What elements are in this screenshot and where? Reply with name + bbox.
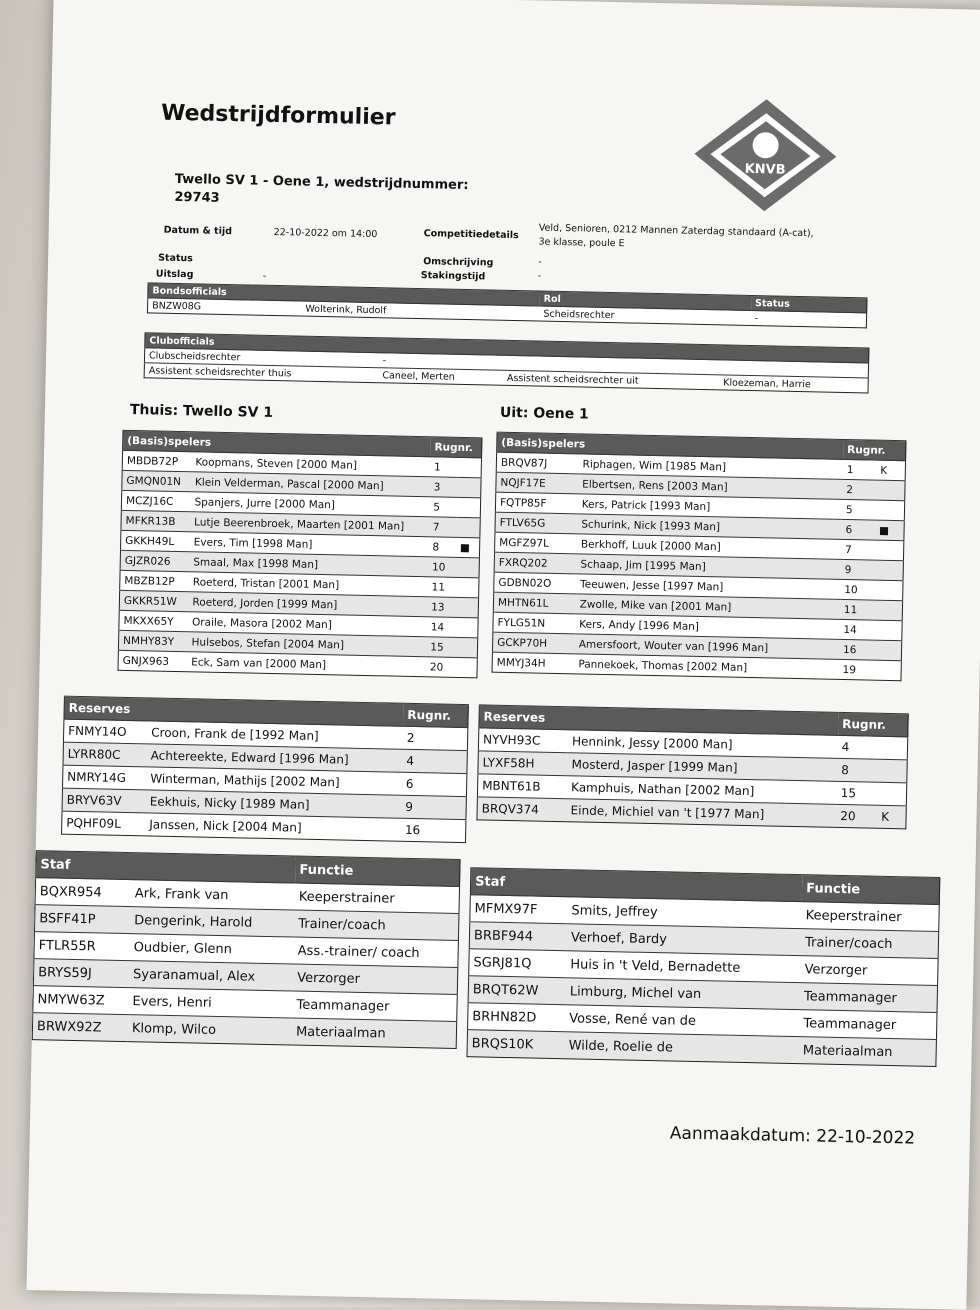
club-role: Clubscheidsrechter [144, 348, 378, 368]
mark [455, 577, 479, 597]
staff-name: Dengerink, Harold [130, 907, 295, 937]
shirt-number: 10 [428, 557, 456, 578]
competitie-value-1: Veld, Senioren, 0212 Mannen Zaterdag standaard (A-cat), [538, 222, 814, 240]
player-name: Eck, Sam van [2000 Man] [187, 652, 426, 677]
player-name: Winterman, Mathijs [2002 Man] [146, 767, 402, 795]
mark [457, 497, 481, 517]
competitie-value-2: 3e klasse, poule E [538, 236, 625, 250]
mark [453, 657, 477, 677]
official-code: BNZW08G [147, 298, 301, 316]
player-name: Zwolle, Mike van [2001 Man] [575, 594, 840, 620]
mark [874, 580, 903, 601]
shirt-number: 13 [427, 597, 455, 618]
player-name: Smaal, Max [1998 Man] [189, 552, 428, 577]
player-code: MFKR13B [121, 510, 190, 531]
shirt-number: 4 [402, 749, 467, 773]
staff-code: NMYW63Z [33, 986, 129, 1015]
player-code: GJZR026 [120, 550, 189, 571]
player-name: Schaap, Jim [1995 Man] [576, 554, 841, 580]
shirt-number: 9 [840, 559, 874, 580]
home-functie-header: Functie [295, 856, 460, 886]
shirt-number: 11 [427, 577, 455, 598]
shirt-number: 4 [837, 735, 878, 759]
player-name: Koopmans, Steven [2000 Man] [191, 452, 430, 477]
mark [878, 759, 907, 783]
staff-name: Huis in 't Veld, Bernadette [566, 951, 801, 983]
away-reserves-table [476, 704, 908, 829]
staff-name: Oudbier, Glenn [129, 934, 294, 964]
staff-code: BRBF944 [469, 922, 567, 951]
mark [873, 620, 902, 641]
staff-function: Teammanager [292, 991, 457, 1021]
staff-name: Evers, Henri [128, 988, 293, 1018]
home-players-header: (Basis)spelers [123, 430, 431, 456]
player-code: NMHY83Y [118, 630, 187, 651]
staff-code: FTLR55R [34, 932, 130, 961]
player-name: Achtereekte, Edward [1996 Man] [147, 744, 403, 772]
player-name: Amersfoort, Wouter van [1996 Man] [575, 634, 840, 660]
datum-label: Datum & tijd [163, 224, 233, 238]
player-code: BRYV63V [62, 788, 146, 813]
staff-function: Teammanager [800, 983, 938, 1013]
stakingstijd-label: Stakingstijd [420, 270, 486, 283]
staff-code: BSFF41P [34, 905, 130, 934]
logo-text: KNVB [744, 161, 786, 178]
match-number: 29743 [174, 189, 220, 206]
player-code: PQHF09L [62, 811, 146, 836]
mark [457, 457, 481, 477]
home-staff-table [32, 850, 461, 1049]
shirt-number: 14 [427, 617, 455, 638]
player-name: Kamphuis, Nathan [2002 Man] [567, 776, 837, 805]
datum-value: 22-10-2022 om 14:00 [273, 226, 378, 241]
player-name: Croon, Frank de [1992 Man] [147, 721, 403, 749]
player-name: Klein Velderman, Pascal [2000 Man] [191, 472, 430, 497]
player-code: MGFZ97L [495, 532, 578, 554]
staff-name: Ark, Frank van [130, 880, 295, 910]
player-code: FYLG51N [493, 612, 576, 634]
away-players-header: (Basis)spelers [497, 432, 844, 459]
mark [455, 557, 479, 577]
player-name: Einde, Michiel van 't [1977 Man] [566, 799, 836, 828]
player-code: GDBN02O [494, 572, 577, 594]
away-reserves-header: Reserves [479, 705, 839, 736]
player-name: Schurink, Nick [1993 Man] [577, 514, 842, 540]
shirt-number: 8 [428, 537, 456, 558]
staff-code: MFMX97F [470, 895, 568, 924]
mark [873, 600, 902, 621]
mark [872, 640, 901, 661]
shirt-number: 20 [426, 657, 454, 678]
staff-function: Teammanager [799, 1010, 937, 1040]
player-code: LYRR80C [63, 742, 147, 767]
stakingstijd-value: - [537, 270, 542, 282]
player-name: Evers, Tim [1998 Man] [190, 532, 429, 557]
omschrijving-value: - [538, 256, 542, 268]
mark [874, 540, 903, 561]
club-role-uit: Assistent scheidsrechter uit [503, 370, 720, 390]
away-functie-header: Functie [802, 875, 940, 905]
home-reserves-header: Reserves [64, 696, 404, 726]
competitie-label: Competitiedetails [423, 228, 519, 242]
player-name: Janssen, Nick [2004 Man] [145, 813, 401, 841]
uitslag-label: Uitslag [155, 268, 194, 281]
match-heading [174, 171, 575, 215]
player-name: Teeuwen, Jesse [1997 Man] [576, 574, 841, 600]
official-name: Wolterink, Rudolf [301, 301, 539, 321]
bondsofficials-header: Bondsofficials [148, 283, 540, 306]
shirt-number: 11 [840, 599, 874, 620]
player-code: GMQN01N [122, 470, 191, 491]
creation-date: Aanmaakdatum: 22-10-2022 [669, 1123, 916, 1149]
home-players-table [117, 430, 482, 678]
player-code: GNJX963 [118, 650, 187, 671]
match-form-sheet [26, 0, 980, 1310]
player-code: MCZJ16C [121, 490, 190, 511]
shirt-number: 5 [842, 499, 876, 520]
mark: ■ [456, 537, 480, 557]
mark [878, 736, 907, 760]
staff-function: Verzorger [800, 956, 938, 986]
home-team-title: Thuis: Twello SV 1 [129, 401, 274, 421]
staff-name: Klomp, Wilco [128, 1015, 293, 1045]
staff-name: Limburg, Michel van [566, 978, 801, 1010]
player-name: Roeterd, Jorden [1999 Man] [188, 592, 427, 617]
staff-code: BQXR954 [35, 878, 131, 907]
player-code: NYVH93C [478, 728, 568, 753]
staff-code: BRYS59J [33, 959, 129, 988]
away-reserves-rugnr-header: Rugnr. [838, 712, 908, 736]
staff-function: Keeperstrainer [801, 902, 939, 932]
shirt-number: 16 [401, 818, 466, 842]
official-role: Scheidsrechter [539, 306, 751, 325]
staff-function: Trainer/coach [801, 929, 939, 959]
status-header: Status [751, 295, 867, 312]
staff-function: Materiaalman [799, 1037, 937, 1067]
mark [457, 477, 481, 497]
home-staff-header: Staf [36, 851, 296, 883]
staff-name: Wilde, Roelie de [564, 1032, 799, 1064]
shirt-number: 16 [839, 639, 873, 660]
player-name: Riphagen, Wim [1985 Man] [578, 454, 843, 480]
bondsofficials-table [147, 282, 867, 328]
player-code: FXRQ202 [494, 552, 577, 574]
staff-name: Smits, Jeffrey [567, 897, 802, 929]
staff-name: Vosse, René van de [565, 1005, 800, 1037]
player-code: FQTP85F [495, 492, 578, 514]
staff-code: BRWX92Z [32, 1013, 128, 1042]
player-code: MMYJ34H [492, 652, 575, 674]
player-name: Hulsebos, Stefan [2004 Man] [187, 632, 426, 657]
shirt-number: 10 [840, 579, 874, 600]
shirt-number: 5 [429, 497, 457, 518]
player-name: Spanjers, Jurre [2000 Man] [190, 492, 429, 517]
shirt-number: 6 [402, 772, 467, 796]
player-code: LYXF58H [478, 751, 568, 776]
staff-function: Keeperstrainer [295, 883, 460, 913]
player-code: NQJF17E [496, 472, 579, 494]
mark [876, 480, 905, 501]
shirt-number: 6 [841, 519, 875, 540]
shirt-number: 8 [837, 758, 878, 782]
clubofficials-header: Clubofficials [145, 333, 869, 363]
status-label: Status [158, 252, 194, 265]
player-name: Berkhoff, Luuk [2000 Man] [577, 534, 842, 560]
shirt-number: 3 [430, 477, 458, 498]
player-name: Kers, Patrick [1993 Man] [578, 494, 843, 520]
player-name: Mosterd, Jasper [1999 Man] [567, 753, 837, 782]
club-name-uit: Kloezeman, Harrie [719, 375, 868, 393]
mark: K [877, 805, 906, 829]
staff-code: BRQT62W [468, 976, 566, 1005]
home-rugnr-header: Rugnr. [430, 437, 482, 458]
mark [454, 617, 478, 637]
player-name: Elbertsen, Rens [2003 Man] [578, 474, 843, 500]
shirt-number: 7 [841, 539, 875, 560]
player-code: MBNT61B [477, 774, 567, 799]
knvb-logo [689, 94, 841, 217]
staff-name: Verhoef, Bardy [567, 924, 802, 956]
player-code: MBZB12P [120, 570, 189, 591]
player-name: Roeterd, Tristan [2001 Man] [189, 572, 428, 597]
player-name: Oraile, Masora [2002 Man] [188, 612, 427, 637]
player-code: GCKP70H [492, 632, 575, 654]
player-code: GKKR51W [119, 590, 188, 611]
clubofficials-table [144, 332, 870, 393]
shirt-number: 15 [426, 637, 454, 658]
home-reserves-rugnr-header: Rugnr. [403, 703, 468, 727]
shirt-number: 15 [837, 781, 878, 805]
shirt-number: 2 [403, 726, 468, 750]
mark [875, 500, 904, 521]
mark: ■ [875, 520, 904, 541]
shirt-number: 1 [430, 457, 458, 478]
mark [454, 637, 478, 657]
away-rugnr-header: Rugnr. [843, 439, 906, 460]
player-name: Hennink, Jessy [2000 Man] [568, 730, 838, 759]
shirt-number: 19 [838, 659, 872, 680]
shirt-number: 2 [842, 479, 876, 500]
staff-function: Trainer/coach [294, 910, 459, 940]
player-code: MHTN61L [493, 592, 576, 614]
player-name: Lutje Beerenbroek, Maarten [2001 Man] [190, 512, 429, 537]
omschrijving-label: Omschrijving [422, 256, 494, 269]
player-code: NMRY14G [63, 765, 147, 790]
club-role: Assistent scheidsrechter thuis [144, 363, 378, 383]
staff-name: Syaranamual, Alex [129, 961, 294, 991]
staff-function: Ass.-trainer/ coach [293, 937, 458, 967]
player-name: Pannekoek, Thomas [2002 Man] [574, 654, 839, 680]
mark [874, 560, 903, 581]
player-code: BRQV374 [477, 797, 567, 822]
club-name: Caneel, Merten [378, 368, 503, 386]
shirt-number: 20 [836, 804, 877, 828]
staff-function: Materiaalman [292, 1018, 457, 1048]
away-staff-table [466, 867, 940, 1067]
rol-header: Rol [540, 291, 752, 310]
uitslag-value: - [262, 270, 267, 282]
player-code: BRQV87J [496, 452, 579, 474]
staff-code: BRHN82D [468, 1003, 566, 1032]
player-code: FNMY14O [63, 719, 147, 744]
match-line: Twello SV 1 - Oene 1, wedstrijdnummer: [174, 171, 469, 194]
official-status: - [751, 310, 867, 327]
mark: K [876, 460, 905, 481]
mark [877, 782, 906, 806]
player-code: FTLV65G [495, 512, 578, 534]
player-code: MBDB72P [122, 450, 191, 471]
club-name: - [379, 353, 504, 371]
page-title: Wedstrijdformulier [160, 100, 396, 131]
away-team-title: Uit: Oene 1 [499, 404, 589, 423]
shirt-number: 9 [401, 795, 466, 819]
home-reserves-table [61, 696, 469, 843]
mark [454, 597, 478, 617]
away-staff-header: Staf [470, 868, 802, 902]
player-code: GKKH49L [121, 530, 190, 551]
staff-function: Verzorger [293, 964, 458, 994]
away-players-table [492, 432, 907, 682]
staff-code: SGRJ81Q [469, 949, 567, 978]
mark [872, 660, 901, 681]
player-name: Kers, Andy [1996 Man] [575, 614, 840, 640]
shirt-number: 1 [843, 459, 877, 480]
shirt-number: 7 [429, 517, 457, 538]
mark [456, 517, 480, 537]
player-name: Eekhuis, Nicky [1989 Man] [146, 790, 402, 818]
staff-code: BRQS10K [467, 1030, 565, 1059]
shirt-number: 14 [839, 619, 873, 640]
player-code: MKXX65Y [119, 610, 188, 631]
